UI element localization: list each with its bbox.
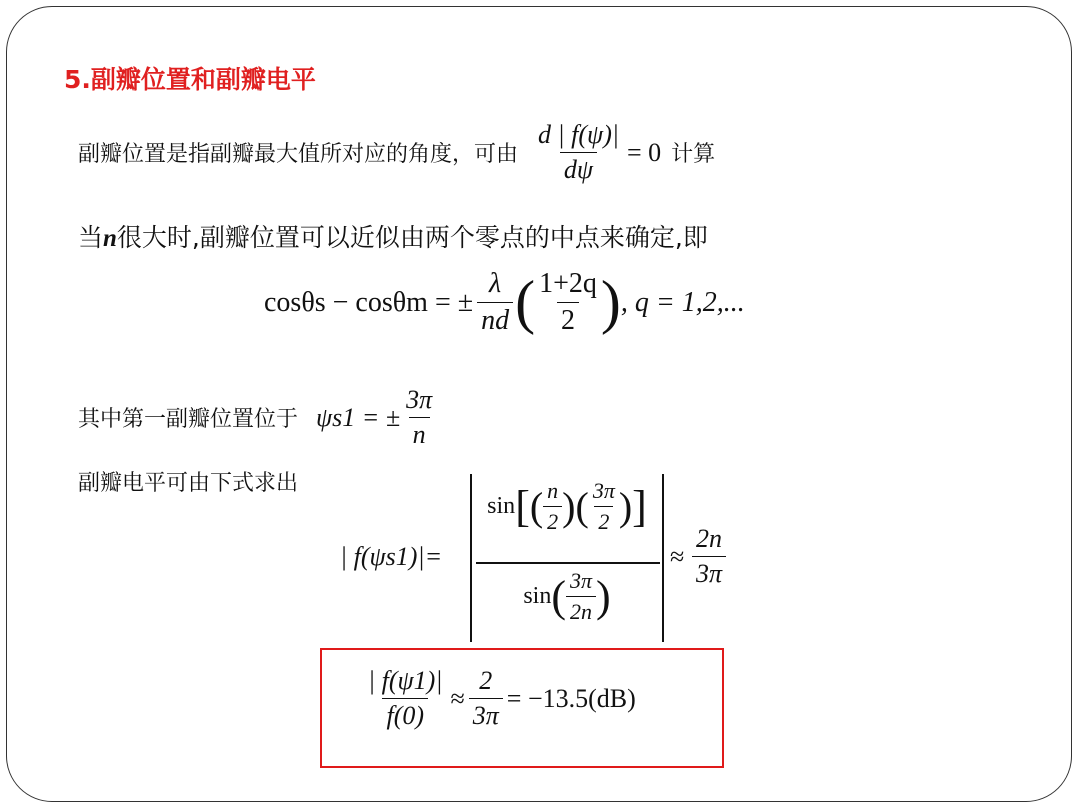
psi-s1-num: 3π [406, 385, 433, 414]
eq1-frac1-num: λ [489, 268, 502, 299]
eq2-two-b: 2 [594, 506, 613, 535]
paragraph-2-var: n [103, 225, 117, 252]
eq1-right-paren: ) [600, 269, 621, 335]
psi-s1-lhs: ψs1 = ± [316, 402, 401, 432]
eq2-numerator: sin [ ( $\frac{n}{2}$ )( $\frac{3\pi}{2}$ ) ] [487, 478, 647, 534]
eq1-frac2-den: 2 [557, 302, 579, 337]
eq2-fraction-bar [476, 562, 660, 564]
eq3-frac-den: 3π [469, 698, 503, 731]
eq3-result: = −13.5(dB) [506, 683, 636, 713]
eq2-right-bracket: ] [632, 482, 647, 531]
equation-1 [264, 268, 745, 337]
eq3-frac-num: 2 [479, 666, 493, 695]
eq2-n: n [547, 478, 559, 503]
eq2-den-den: 2n [566, 596, 596, 625]
derivative-numerator: d | f(ψ)| [538, 120, 619, 149]
eq1-left-paren: ( [515, 269, 536, 335]
eq2-rhs-num: 2n [696, 524, 723, 553]
paragraph-1-text: 副瓣位置是指副瓣最大值所对应的角度，可由 [78, 142, 519, 167]
eq2-lhs: | f(ψs1)|= [340, 542, 443, 571]
eq3-num: | f(ψ1)| [368, 666, 443, 695]
eq2-den-sin: sin [523, 583, 552, 609]
paragraph-1-suffix: 计算 [671, 142, 716, 167]
derivative-denominator: dψ [560, 152, 597, 185]
eq2-two: 2 [543, 506, 562, 535]
eq2-left-abs-bar [470, 474, 472, 642]
eq2-three-pi: 3π [592, 478, 615, 503]
eq2-right-abs-bar [662, 474, 664, 642]
derivative-formula [534, 120, 661, 185]
paragraph-3 [78, 385, 436, 450]
paragraph-2-prefix: 当 [78, 223, 104, 252]
eq3-den: f(0) [382, 698, 428, 731]
eq2-num-sin: sin [487, 493, 516, 519]
eq1-frac2-num: 1+2q [539, 268, 597, 299]
paragraph-1 [78, 120, 715, 185]
eq1-frac1-den: nd [477, 302, 513, 337]
derivative-rhs: = 0 [627, 137, 662, 167]
paragraph-3-text: 其中第一副瓣位置位于 [78, 407, 299, 432]
eq3-approx: ≈ [450, 683, 465, 713]
eq2-denominator: sin ( $\frac{3\pi}{2n}$ ) [523, 568, 611, 624]
eq2-rhs-den: 3π [692, 556, 726, 589]
paragraph-4: 副瓣电平可由下式求出 [78, 471, 299, 496]
paragraph-2-rest: 很大时,副瓣位置可以近似由两个零点的中点来确定,即 [116, 223, 708, 252]
eq2-left-bracket: [ [515, 482, 530, 531]
eq2-approx: ≈ [670, 542, 685, 571]
eq1-lhs: cosθs − cosθm = ± [264, 286, 474, 318]
eq1-tail: , q = 1,2,... [620, 286, 745, 318]
eq2-den-num: 3π [569, 568, 593, 593]
equation-3 [364, 666, 636, 731]
psi-s1-den: n [409, 417, 430, 450]
equation-2 [340, 474, 760, 642]
paragraph-2 [78, 218, 708, 254]
slide-title: 5.副瓣位置和副瓣电平 [64, 65, 316, 94]
